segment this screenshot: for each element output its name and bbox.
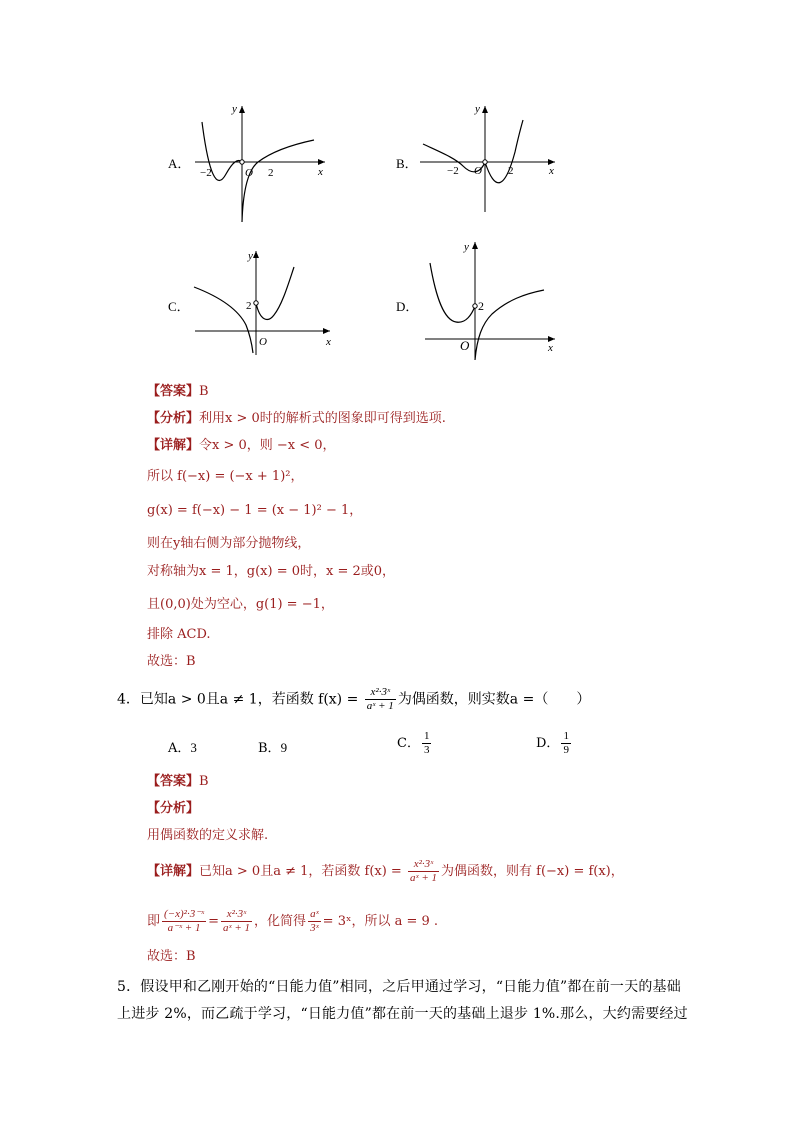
q4-stem-a: 已知a > 0且a ≠ 1，若函数 f(x) =	[139, 691, 359, 708]
q4-choice-a[interactable]	[168, 737, 197, 756]
q4-choice-d[interactable]	[536, 730, 573, 757]
graph-b-y-label: y	[475, 103, 480, 115]
graph-a	[190, 100, 340, 230]
q4-detail-tag: 【详解】	[147, 864, 200, 879]
graph-d-tick-2: 2	[478, 299, 484, 313]
q4-choice-b-value: 9	[280, 740, 288, 755]
q3-answer	[147, 383, 209, 401]
graph-d	[420, 238, 565, 363]
q4-stem-fraction	[365, 686, 396, 713]
q4-step-mid: ，化简得	[254, 914, 307, 929]
q3-detail	[147, 437, 336, 455]
graph-b-tick-neg2: −2	[447, 165, 459, 177]
q4-analysis-tag: 【分析】	[147, 801, 200, 816]
q4-step-den3: 3ˣ	[310, 922, 319, 934]
graph-c-tick-2: 2	[246, 300, 252, 312]
graph-b-x-label: x	[549, 165, 554, 177]
q4-step-den1: a⁻ˣ + 1	[167, 922, 201, 934]
q4-detail-b: 为偶函数，则有 f(−x) = f(x)，	[441, 864, 624, 879]
graph-c-x-label: x	[326, 336, 331, 348]
q4-step-num3: aˣ	[310, 908, 319, 920]
option-a-label: A．	[168, 156, 191, 171]
graph-d-x-label: x	[548, 342, 553, 354]
q4-choice-b[interactable]	[258, 737, 287, 756]
option-b-label: B．	[396, 156, 418, 171]
q4-detail-a: 已知a > 0且a ≠ 1，若函数 f(x) =	[199, 864, 402, 879]
q3-detail-line-2: 所以 f(−x) = (−x + 1)²，	[147, 469, 304, 484]
q4-conclusion: 故选：B	[147, 949, 196, 964]
q3-detail-line-7: 排除 ACD.	[147, 627, 211, 642]
q4-number: 4．	[117, 691, 140, 708]
q4-choice-c-den: 3	[423, 744, 430, 756]
q4-detail	[147, 858, 624, 885]
q3-detail-line-6: 且(0,0)处为空心，g(1) = −1，	[147, 597, 334, 612]
q3-detail-line-4: 则在y轴右侧为部分抛物线，	[147, 536, 311, 551]
q3-answer-value: B	[199, 384, 209, 399]
q5-line-2: 上进步 2%，而乙疏于学习，“日能力值”都在前一天的基础上退步 1%.那么，大约需要经过	[117, 1006, 688, 1022]
q3-answer-tag: 【答案】	[147, 384, 200, 399]
q5-line-1: 5．假设甲和乙刚开始的“日能力值”相同，之后甲通过学习，“日能力值”都在前一天的基础	[117, 979, 681, 995]
q4-step-num2: x²·3ˣ	[221, 908, 252, 922]
q4-analysis-tag-line	[147, 800, 199, 818]
q4-detail-frac-den: aˣ + 1	[409, 872, 437, 884]
q4-step-pre: 即	[147, 914, 161, 929]
q4-detail-frac-num: x²·3ˣ	[408, 858, 439, 872]
q4-answer	[147, 773, 209, 791]
option-d-label: D．	[396, 299, 419, 314]
q4-choice-b-label: B．	[258, 741, 281, 756]
graph-d-origin: O	[460, 338, 470, 353]
q3-detail-line-1: 令x > 0，则 −x < 0，	[199, 438, 336, 453]
q4-answer-tag: 【答案】	[147, 774, 200, 789]
q3-analysis-text: 利用x > 0时的解析式的图象即可得到选项.	[199, 411, 446, 426]
q3-detail-line-8: 故选：B	[147, 654, 196, 669]
q4-choice-c[interactable]	[397, 730, 433, 757]
q4-stem	[117, 686, 590, 713]
q4-choice-d-den: 9	[563, 744, 569, 756]
graph-a-origin: O	[245, 167, 253, 179]
graph-c-origin: O	[259, 336, 267, 348]
q4-choice-d-label: D．	[536, 736, 560, 751]
graph-b-tick-2: 2	[508, 165, 514, 177]
graph-c-y-label: y	[248, 250, 253, 262]
q4-choice-c-label: C．	[397, 736, 420, 751]
q4-step-num1: (−x)²·3⁻ˣ	[164, 908, 205, 920]
q4-step-end: = 3ˣ，所以 a = 9 .	[322, 914, 439, 929]
q4-frac-num: x²·3ˣ	[365, 686, 396, 700]
q3-analysis	[147, 410, 446, 428]
graph-c	[190, 245, 340, 360]
q3-detail-tag: 【详解】	[147, 438, 200, 453]
q3-detail-line-5: 对称轴为x = 1，g(x) = 0时，x = 2或0，	[147, 564, 396, 579]
q4-frac-den: aˣ + 1	[366, 700, 394, 712]
q4-choice-a-label: A．	[168, 741, 191, 756]
graph-a-y-label: y	[232, 103, 237, 115]
q4-stem-b: 为偶函数，则实数a =（ ）	[397, 691, 591, 708]
q4-choice-d-num: 1	[563, 730, 569, 742]
q4-step-den2: aˣ + 1	[223, 922, 251, 934]
q3-detail-line-3: g(x) = f(−x) − 1 = (x − 1)² − 1，	[147, 503, 363, 518]
option-c-label: C．	[168, 299, 190, 314]
graph-d-y-label: y	[464, 241, 469, 253]
graph-a-tick-2: 2	[268, 167, 274, 179]
q3-analysis-tag: 【分析】	[147, 411, 200, 426]
q4-detail-step	[147, 908, 438, 935]
q4-step-eq: =	[208, 914, 220, 929]
q4-answer-value: B	[199, 774, 209, 789]
q4-analysis-text: 用偶函数的定义求解.	[147, 828, 269, 843]
graph-a-x-label: x	[318, 166, 323, 178]
q4-choice-a-value: 3	[190, 740, 197, 755]
q4-choice-c-num: 1	[423, 730, 430, 742]
graph-b-origin: O	[474, 165, 482, 177]
graph-b	[415, 100, 565, 220]
graph-a-tick-neg2: −2	[200, 167, 212, 179]
